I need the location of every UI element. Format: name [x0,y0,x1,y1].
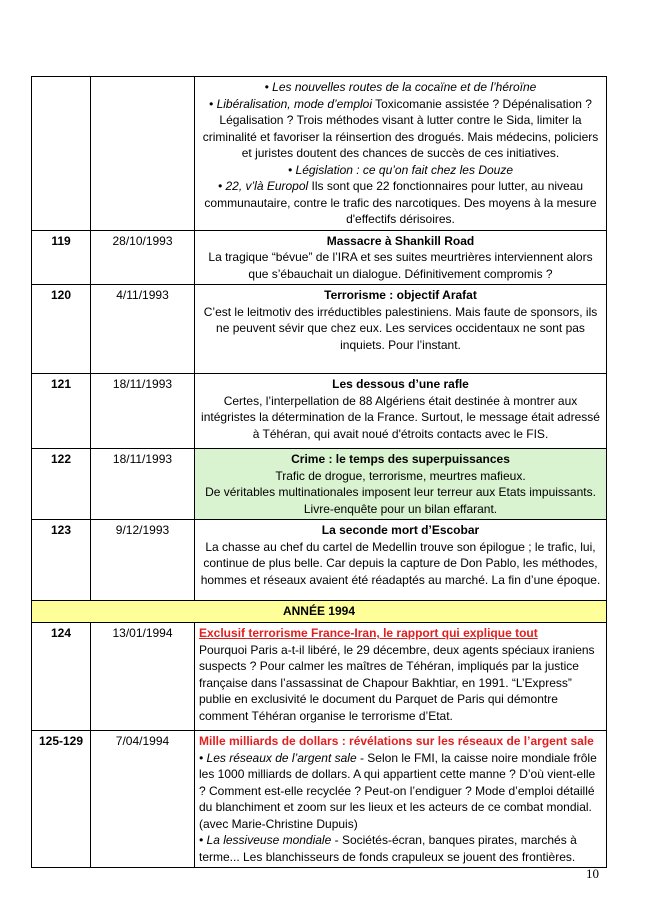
bullet-heading: • 22, v’là Europol [217,179,309,193]
table-row [32,77,607,231]
row-content [195,77,607,231]
article-title: Terrorisme : objectif Arafat [324,288,477,302]
article-title: Crime : le temps des superpuissances [291,452,510,466]
article-title: Les dessous d’une rafle [332,377,469,391]
article-summary-line: De véritables multinationales imposent leur terreur aux Etats impuissants. [205,485,596,499]
article-summary-line: Trafic de drogue, terrorisme, meurtres mafieux. [275,468,526,483]
year-label: ANNÉE 1994 [32,601,607,623]
row-content [195,449,607,520]
row-date: 18/11/1993 [91,374,195,449]
bullet-text: - Sociétés-écran, banques pirates, marchés à terme... Les blanchisseurs de fonds crapuleux se jouent des frontières. [199,833,577,864]
bullet-heading: • Libéralisation, mode d’emploi [209,96,373,111]
article-summary: Certes, l’interpellation de 88 Algériens était destinée à montrer aux intégristes la détermination de la France. Surtout, le message était adressé à Téhéran, qui avait noué d'étroits contacts avec le FIS. [201,393,600,441]
row-date: 4/11/1993 [91,285,195,374]
bullet-text: Toxicomanie assistée ? Dépénalisation ? Légalisation ? Trois méthodes visant à lutter contre le Sida, limiter la criminalité et favoriser la réinsertion des drogués. Mais médecins, policiers et juristes doutent des chances de succès de ces initiatives. [202,96,599,160]
row-number: 122 [32,449,91,520]
bullet-paragraph [199,750,602,833]
row-number [32,77,91,231]
bullet-paragraph [199,96,602,162]
row-date: 7/04/1994 [91,731,195,868]
table-row [32,623,607,731]
row-content [195,623,607,731]
row-date [91,77,195,231]
row-number: 125-129 [32,731,91,868]
bullet-text: Ils sont que 22 fonctionnaires pour lutter, au niveau communautaire, contre le trafic des narcotiques. Des moyens à la mesure d'effectifs dérisoires. [204,179,597,226]
row-date: 18/11/1993 [91,449,195,520]
bullet-heading: • Les réseaux de l’argent sale [199,750,357,765]
article-summary: La tragique “bévue” de l’IRA et ses suites meurtrières interviennent alors que s’ébauchait un dialogue. Définitivement compromis ? [208,250,593,281]
row-content [195,374,607,449]
article-title: La seconde mort d’Escobar [321,523,480,537]
bullet-heading: • La lessiveuse mondiale [199,833,332,847]
table-row [32,285,607,374]
article-title: Mille milliards de dollars : révélations sur les réseaux de l’argent sale [199,734,594,748]
row-number: 121 [32,374,91,449]
row-number: 124 [32,623,91,731]
table-row [32,374,607,449]
row-date: 9/12/1993 [91,520,195,601]
row-content [195,285,607,374]
article-title: Exclusif terrorisme France-Iran, le rapport qui explique tout [199,626,538,640]
table-row [32,230,607,285]
article-summary: C’est le leitmotiv des irréductibles palestiniens. Mais faute de sponsors, ils ne peuvent sévir que chez eux. Les services occidentaux ne sont pas inquiets. Pour l’instant. [203,304,598,352]
row-date: 28/10/1993 [91,230,195,285]
articles-table [31,76,607,868]
article-summary: Pourquoi Paris a-t-il libéré, le 29 décembre, deux agents spéciaux iraniens suspects ? Pour calmer les maîtres de Téhéran, impliqués par la justice française dans l’assassinat de Chapour Bakhtiar, en 1991. “L’Express” publie en exclusivité le document du Parquet de Paris qui démontre comment Téhéran organise le terrorisme d’Etat. [199,642,595,723]
article-summary-line: Livre-enquête pour un bilan effarant. [303,501,498,516]
row-content [195,520,607,601]
page-number: 10 [586,866,599,881]
year-separator-row [32,601,607,623]
row-number: 119 [32,230,91,285]
article-title: Massacre à Shankill Road [326,233,475,248]
table-row [32,731,607,868]
bullet-text: - Selon le FMI, la caisse noire mondiale frôle les 1000 milliards de dollars. A qui appartient cette manne ? D’où vient-elle ? Comment est-elle recyclée ? Peut-on l’endiguer ? Mode d’emploi détaillé du blanchiment et zoom sur les lieux et les acteurs de ce combat mondial. (avec Marie-Christine Dupuis) [199,750,597,831]
bullet-paragraph [199,832,602,865]
row-number: 120 [32,285,91,374]
bullet-line: • Législation : ce qu’on fait chez les Douze [288,162,513,177]
row-number: 123 [32,520,91,601]
row-date: 13/01/1994 [91,623,195,731]
article-summary: La chasse au chef du cartel de Medellin trouve son épilogue ; le trafic, lui, continue de plus belle. Car depuis la capture de Don Pablo, les méthodes, hommes et réseaux avaient été réadaptés au marché. La fin d’une époque. [200,539,601,587]
bullet-paragraph [199,178,602,228]
bullet-line: • Les nouvelles routes de la cocaïne et de l’héroïne [264,80,537,94]
table-row [32,449,607,520]
row-content [195,230,607,285]
row-content [195,731,607,868]
table-row [32,520,607,601]
